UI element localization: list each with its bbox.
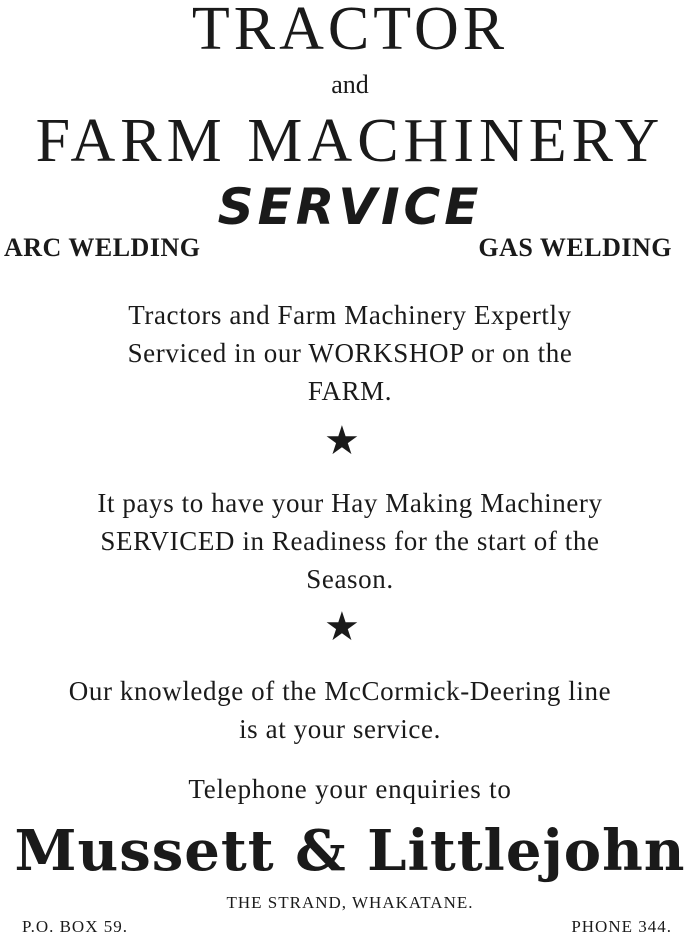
- po-box: P.O. BOX 59.: [22, 917, 128, 936]
- arc-welding-label: ARC WELDING: [4, 233, 201, 262]
- headline-and: and: [331, 70, 369, 99]
- star-divider-icon: ★: [324, 418, 360, 464]
- company-address: THE STRAND, WHAKATANE.: [226, 893, 474, 912]
- workshop-paragraph: Tractors and Farm Machinery Expertly Serviced in our WORKSHOP or on the FARM.: [127, 300, 573, 406]
- telephone-line: Telephone your enquiries to: [188, 774, 512, 804]
- phone-number: PHONE 344.: [571, 917, 672, 936]
- star-divider-icon: ★: [324, 604, 360, 650]
- headline-service: SERVICE: [217, 178, 483, 236]
- headline-tractor: TRACTOR: [191, 0, 509, 63]
- hay-machinery-paragraph: It pays to have your Hay Making Machinery SERVICED in Readiness for the start of the Season.: [97, 488, 603, 594]
- headline-farm-machinery: FARM MACHINERY: [35, 107, 665, 175]
- mccormick-paragraph: Our knowledge of the McCormick-Deering line is at your service.: [68, 676, 612, 744]
- gas-welding-label: GAS WELDING: [478, 233, 672, 262]
- company-name: Mussett & Littlejohn: [14, 818, 686, 884]
